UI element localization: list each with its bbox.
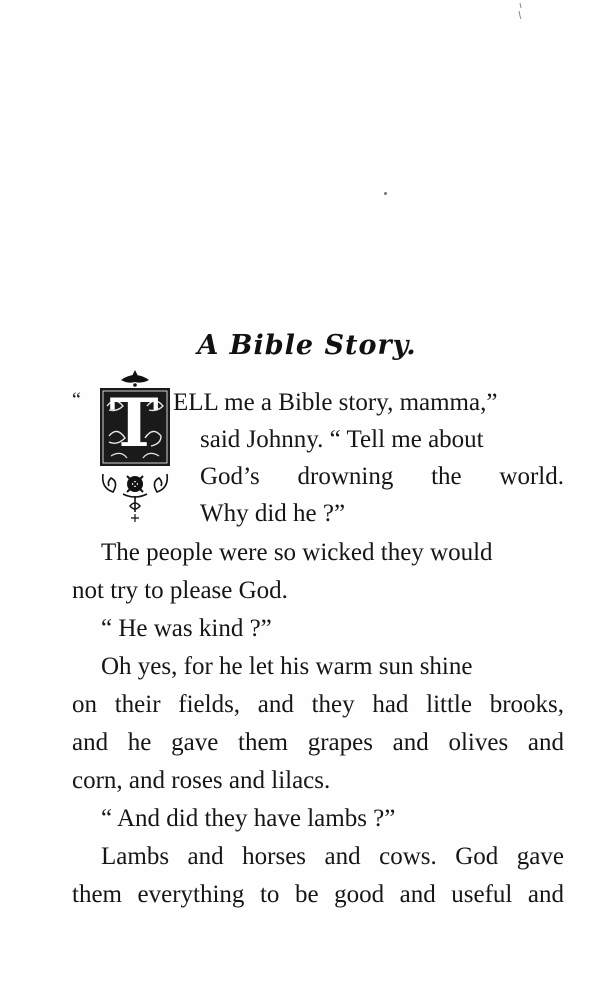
- dropcap-letter: T: [109, 384, 159, 462]
- text-line-3: God’s drowning the world.: [200, 463, 564, 490]
- pencil-mark-decoration: [517, 2, 523, 20]
- text-line-11: corn, and roses and lilacs.: [72, 767, 331, 794]
- speck-decoration: [384, 192, 387, 195]
- opening-quote-mark: “: [72, 389, 81, 411]
- text-line-14: them everything to be good and useful and: [72, 881, 564, 908]
- text-line-2: said Johnny. “ Tell me about: [200, 426, 484, 453]
- text-line-12: “ And did they have lambs ?”: [101, 805, 396, 832]
- text-line-6: not try to please God.: [72, 577, 288, 604]
- text-line-5: The people were so wicked they would: [101, 539, 493, 566]
- chapter-title: A Bible Story.: [197, 330, 417, 361]
- text-line-10: and he gave them grapes and olives and: [72, 729, 564, 756]
- text-line-9: on their fields, and they had little brooks,: [72, 691, 564, 718]
- text-line-13: Lambs and horses and cows. God gave: [101, 843, 564, 870]
- text-line-7: “ He was kind ?”: [101, 615, 272, 642]
- text-line-8: Oh yes, for he let his warm sun shine: [101, 653, 473, 680]
- text-line-1: ELL me a Bible story, mamma,”: [173, 389, 498, 416]
- text-line-4: Why did he ?”: [200, 500, 346, 527]
